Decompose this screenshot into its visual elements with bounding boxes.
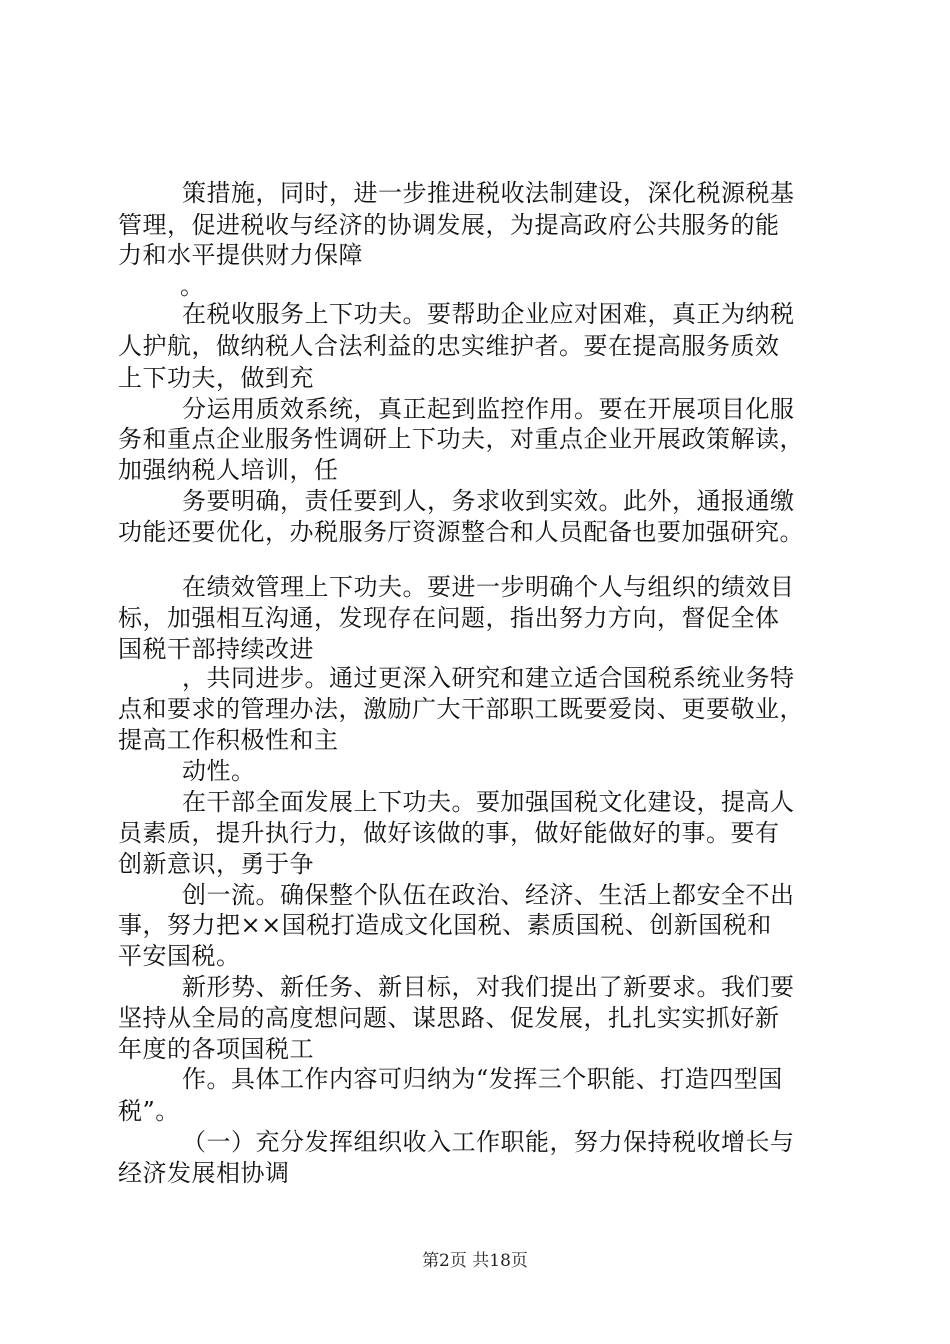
text-line: 分运用质效系统，真正起到监控作用。要在开展项目化服 (182, 395, 795, 423)
text-line: 年度的各项国税工 (118, 1035, 314, 1063)
text-line: 动性。 (182, 757, 256, 785)
text-line: 新形势、新任务、新目标，对我们提出了新要求。我们要 (182, 973, 795, 1001)
text-line: 务和重点企业服务性调研上下功夫，对重点企业开展政策解读， (118, 425, 804, 453)
text-line: 加强纳税人培训，任 (118, 456, 339, 484)
text-line: 点和要求的管理办法，激励广大干部职工既要爱岗、更要敬业， (118, 695, 804, 723)
text-line: ，共同进步。通过更深入研究和建立适合国税系统业务特 (182, 664, 795, 692)
text-line: 管理，促进税收与经济的协调发展，为提高政府公共服务的能 (118, 211, 780, 239)
text-line: 作。具体工作内容可归纳为“发挥三个职能、打造四型国 (182, 1065, 783, 1093)
text-line: 功能还要优化，办税服务厅资源整合和人员配备也要加强研究。 (118, 518, 804, 546)
text-line: 国税干部持续改进 (118, 635, 314, 663)
text-line: 创一流。确保整个队伍在政治、经济、生活上都安全不出 (182, 881, 795, 909)
text-line: 人护航，做纳税人合法利益的忠实维护者。要在提高服务质效 (118, 332, 780, 360)
text-line: 上下功夫，做到充 (118, 364, 314, 392)
text-line: 经济发展相协调 (118, 1159, 290, 1187)
text-line: 在绩效管理上下功夫。要进一步明确个人与组织的绩效目 (182, 573, 795, 601)
text-line: 提高工作积极性和主 (118, 726, 339, 754)
text-line: 员素质，提升执行力，做好该做的事，做好能做好的事。要有 (118, 819, 780, 847)
text-line: 坚持从全局的高度想问题、谋思路、促发展，扎扎实实抓好新 (118, 1004, 780, 1032)
text-line: 策措施，同时，进一步推进税收法制建设，深化税源税基 (182, 179, 795, 207)
text-line: 务要明确，责任要到人，务求收到实效。此外，通报通缴 (182, 487, 795, 515)
text-line: 平安国税。 (118, 942, 241, 970)
text-line: 在税收服务上下功夫。要帮助企业应对困难，真正为纳税 (182, 300, 795, 328)
text-line: 创新意识，勇于争 (118, 850, 314, 878)
text-line: 在干部全面发展上下功夫。要加强国税文化建设，提高人 (182, 788, 795, 816)
text-line: 。 (180, 272, 205, 300)
text-line: 事，努力把××国税打造成文化国税、素质国税、创新国税和 (118, 911, 772, 939)
page-number-footer: 第2页 共18页 (422, 1251, 528, 1271)
text-line: 税”。 (118, 1097, 180, 1125)
text-line: 力和水平提供财力保障 (118, 241, 363, 269)
text-line: 标，加强相互沟通，发现存在问题，指出努力方向，督促全体 (118, 604, 780, 632)
text-line: （一）充分发挥组织收入工作职能，努力保持税收增长与 (182, 1128, 795, 1156)
